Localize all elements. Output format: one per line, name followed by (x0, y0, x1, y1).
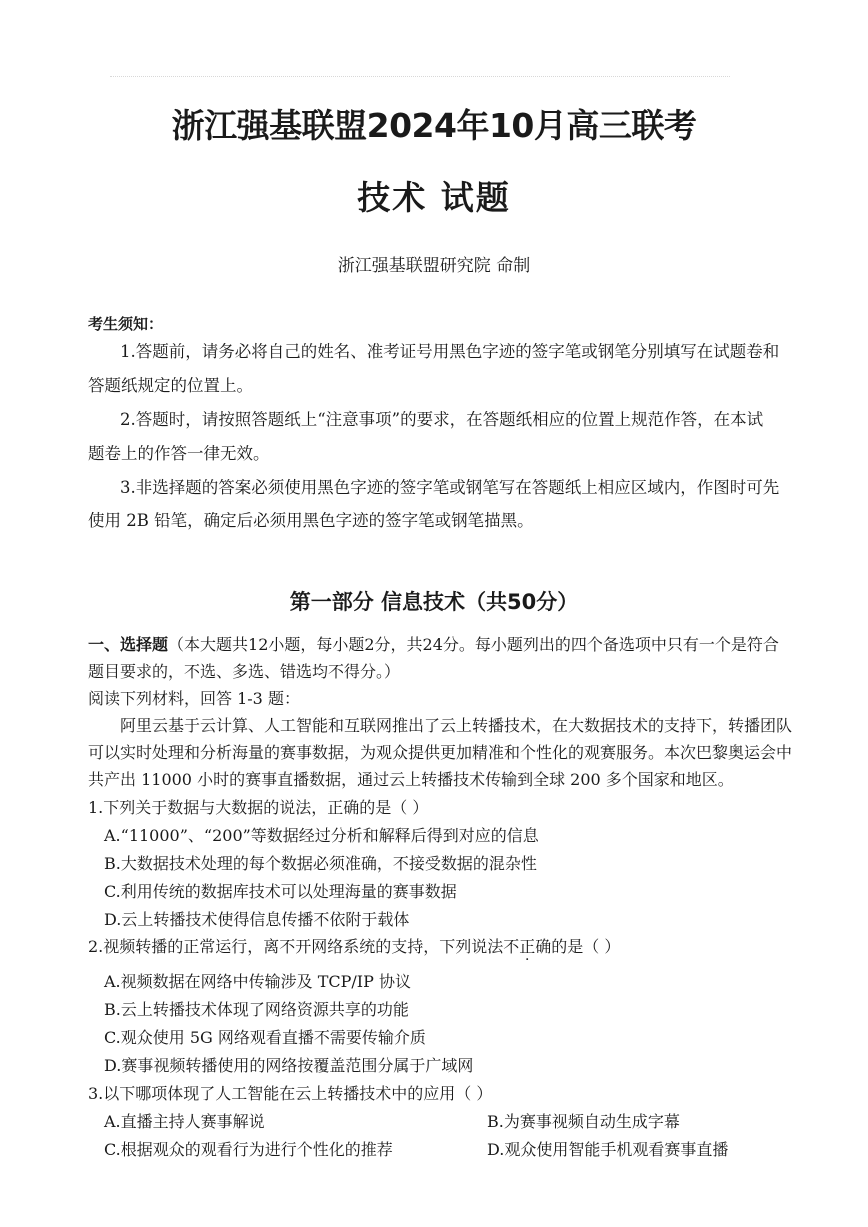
question-1-option-c: C.利用传统的数据库技术可以处理海量的赛事数据 (104, 882, 457, 901)
exam-title: 浙江强基联盟2024年10月高三联考 (171, 106, 697, 145)
section-title: 一、选择题 (88, 635, 169, 654)
question-2-stem (88, 934, 620, 957)
passage-line-1: 阿里云基于云计算、人工智能和互联网推出了云上转播技术，在大数据技术的支持下，转播团队 (120, 716, 793, 735)
question-3-option-a: A.直播主持人赛事解说 (104, 1112, 265, 1131)
scan-artifact-line (110, 76, 730, 77)
question-1-stem: 1.下列关于数据与大数据的说法，正确的是（ ） (88, 798, 429, 817)
exam-issuer: 浙江强基联盟研究院 命制 (337, 256, 531, 276)
notice-item-2-line-2: 题卷上的作答一律无效。 (88, 444, 270, 463)
question-1-option-d: D.云上转播技术使得信息传播不依附于载体 (104, 910, 410, 929)
notice-item-1-line-2: 答题纸规定的位置上。 (88, 376, 253, 395)
question-2-option-c: C.观众使用 5G 网络观看直播不需要传输介质 (104, 1028, 426, 1047)
question-2-stem-start: 2.视频转播的正常运行，离不开网络系统的支持，下列说法 (88, 937, 504, 956)
question-3-option-b: B.为赛事视频自动生成字幕 (487, 1112, 680, 1131)
question-2-option-b: B.云上转播技术体现了网络资源共享的功能 (104, 1000, 409, 1019)
question-2-option-a: A.视频数据在网络中传输涉及 TCP/IP 协议 (104, 972, 411, 991)
question-1-option-a: A.“11000”、“200”等数据经过分析和解释后得到对应的信息 (104, 826, 539, 845)
section-desc-line-2: 题目要求的，不选、多选、错选均不得分。） (88, 662, 401, 681)
reading-intro: 阅读下列材料，回答 1-3 题： (88, 689, 300, 708)
question-3-stem: 3.以下哪项体现了人工智能在云上转播技术中的应用（ ） (88, 1084, 493, 1103)
notice-item-3-line-1: 3.非选择题的答案必须使用黑色字迹的签字笔或钢笔写在答题纸上相应区域内，作图时可先 (120, 478, 780, 497)
notice-item-3-line-2: 使用 2B 铅笔，确定后必须用黑色字迹的签字笔或钢笔描黑。 (88, 511, 534, 530)
question-2-option-d: D.赛事视频转播使用的网络按覆盖范围分属于广域网 (104, 1056, 474, 1075)
notice-item-2-line-1: 2.答题时，请按照答题纸上“注意事项”的要求，在答题纸相应的位置上规范作答，在本试 (120, 410, 764, 429)
exam-subtitle: 技术 试题 (357, 178, 511, 217)
question-2-stem-emphasis: 不正确 (503, 937, 552, 956)
section-intro-line-1 (88, 632, 779, 655)
question-2-stem-end: 的是（ ） (551, 937, 621, 956)
part-heading: 第一部分 信息技术（共50分） (289, 590, 579, 614)
notice-heading: 考生须知： (88, 315, 164, 333)
question-1-option-b: B.大数据技术处理的每个数据必须准确，不接受数据的混杂性 (104, 854, 537, 873)
question-3-option-d: D.观众使用智能手机观看赛事直播 (487, 1140, 729, 1159)
question-3-option-c: C.根据观众的观看行为进行个性化的推荐 (104, 1140, 393, 1159)
section-desc-line-1: （本大题共12小题，每小题2分，共24分。每小题列出的四个备选项中只有一个是符合 (168, 635, 779, 654)
passage-line-3: 共产出 11000 小时的赛事直播数据，通过云上转播技术传输到全球 200 多个国家和地区。 (88, 770, 734, 789)
passage-line-2: 可以实时处理和分析海量的赛事数据，为观众提供更加精准和个性化的观赛服务。本次巴黎奥运会中 (88, 743, 793, 762)
notice-item-1-line-1: 1.答题前，请务必将自己的姓名、准考证号用黑色字迹的签字笔或钢笔分别填写在试题卷和 (120, 342, 780, 361)
